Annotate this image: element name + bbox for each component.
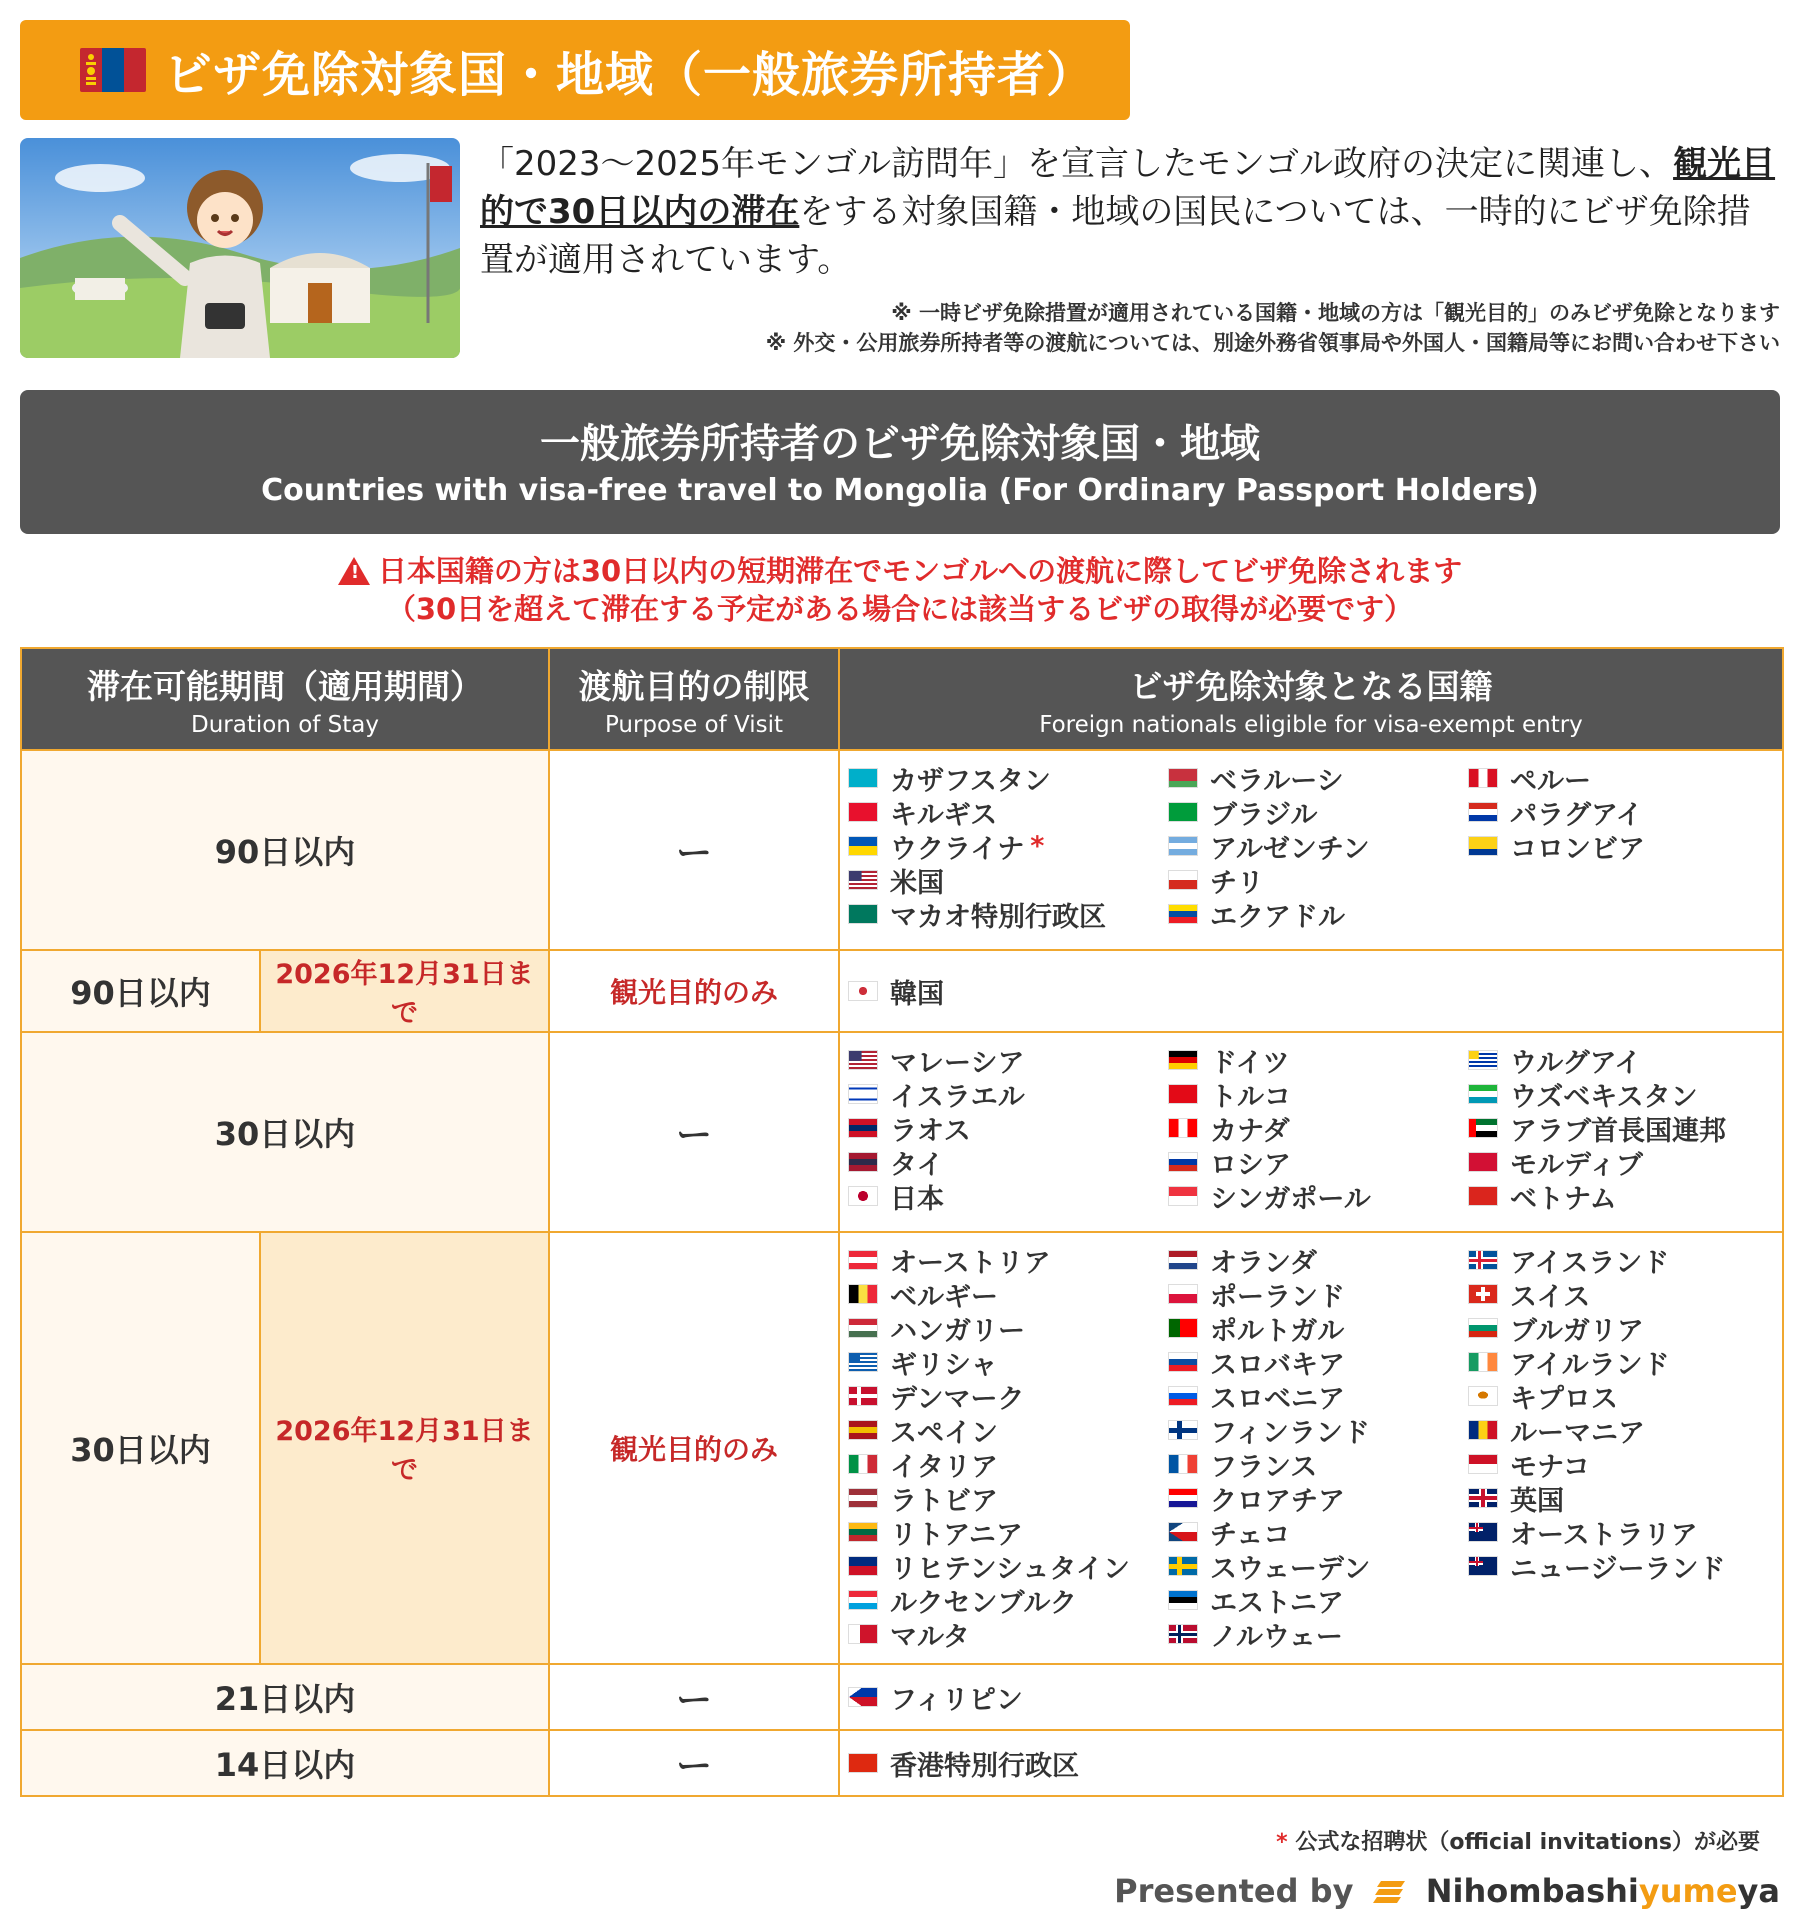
country-name: オーストリア (890, 1247, 1051, 1279)
uz-flag-icon (1468, 1084, 1498, 1104)
country-item (848, 1583, 1168, 1617)
countries-cell (839, 750, 1783, 950)
country-name: スペイン (890, 1417, 998, 1449)
country-name: コロンビア (1510, 833, 1645, 865)
country-name: ポーランド (1210, 1281, 1345, 1313)
purpose-cell: 観光目的のみ (549, 950, 839, 1032)
country-item (848, 1277, 1168, 1311)
country-item (1168, 1077, 1468, 1111)
country-item (1468, 1077, 1788, 1111)
country-name: ペルー (1510, 765, 1591, 797)
presented-by-label: Presented by (1114, 1872, 1354, 1910)
header-purpose-en: Purpose of Visit (604, 711, 784, 738)
hero-illustration (20, 138, 460, 358)
country-item (1168, 1515, 1468, 1549)
warning-line-1: 日本国籍の方は30日以内の短期滞在でモンゴルへの渡航に際してビザ免除されます (377, 554, 1463, 588)
country-name: アイスランド (1510, 1247, 1670, 1279)
country-name: タイ (890, 1149, 944, 1181)
duration-cell: 90日以内 (21, 950, 260, 1032)
country-item (1468, 1311, 1788, 1345)
country-item (1468, 1111, 1788, 1145)
table-row (21, 1664, 1783, 1730)
duration-cell: 21日以内 (21, 1664, 549, 1730)
brand-part-1: Nihombashi (1425, 1872, 1639, 1910)
brand-part-2: yume (1638, 1872, 1738, 1910)
country-name: 日本 (890, 1183, 944, 1215)
is-flag-icon (1468, 1250, 1498, 1270)
country-name: アイルランド (1510, 1349, 1670, 1381)
country-item (1468, 1345, 1788, 1379)
country-name: カザフスタン (890, 765, 1051, 797)
il-flag-icon (848, 1084, 878, 1104)
country-item (1468, 1481, 1788, 1515)
country-name: キプロス (1510, 1383, 1618, 1415)
duration-cell: 14日以内 (21, 1730, 549, 1796)
th-flag-icon (848, 1152, 878, 1172)
ca-flag-icon (1168, 1118, 1198, 1138)
ie-flag-icon (1468, 1352, 1498, 1372)
footnote-text: 公式な招聘状（official invitations）が必要 (1295, 1830, 1760, 1855)
country-item (1168, 1617, 1468, 1651)
country-name: 英国 (1510, 1485, 1564, 1517)
section-heading (20, 390, 1780, 534)
be-flag-icon (848, 1284, 878, 1304)
country-item (848, 1379, 1168, 1413)
country-name: ラオス (890, 1115, 971, 1147)
tr-flag-icon (1168, 1084, 1198, 1104)
country-name: ロシア (1210, 1149, 1291, 1181)
country-item (848, 1549, 1168, 1583)
table-row (21, 750, 1783, 950)
country-item (848, 761, 1168, 795)
country-name: デンマーク (890, 1383, 1025, 1415)
duration-cell: 30日以内 (21, 1232, 260, 1664)
country-item (848, 1447, 1168, 1481)
country-item (848, 1481, 1168, 1515)
ph-flag-icon (848, 1687, 878, 1707)
lt-flag-icon (848, 1522, 878, 1542)
country-name: ベトナム (1510, 1183, 1617, 1215)
country-name: スイス (1510, 1281, 1591, 1313)
country-name: トルコ (1210, 1081, 1291, 1113)
header-purpose (549, 648, 839, 750)
footnote (1270, 1825, 1760, 1856)
country-name: ブルガリア (1510, 1315, 1644, 1347)
country-item (848, 1243, 1168, 1277)
country-name: イスラエル (890, 1081, 1025, 1113)
country-name: ルクセンブルク (890, 1587, 1077, 1619)
table-row (21, 1730, 1783, 1796)
ec-flag-icon (1168, 904, 1198, 924)
country-name: アルゼンチン (1210, 833, 1370, 865)
purpose-cell: ー (549, 1664, 839, 1730)
country-name: ベルギー (890, 1281, 998, 1313)
mv-flag-icon (1468, 1152, 1498, 1172)
intro-text-2: をする対象国籍・地域の国民については、一時的にビザ免除措置が適用されています。 (480, 192, 1751, 280)
country-name: モルディブ (1510, 1149, 1643, 1181)
pl-flag-icon (1168, 1284, 1198, 1304)
country-item (1168, 761, 1468, 795)
country-item (1168, 1179, 1468, 1213)
country-name: クロアチア (1210, 1485, 1345, 1517)
country-name: ニュージーランド (1510, 1553, 1726, 1585)
country-item (848, 863, 1168, 897)
countries-cell (839, 1032, 1783, 1232)
ar-flag-icon (1168, 836, 1198, 856)
kz-flag-icon (848, 768, 878, 788)
ae-flag-icon (1468, 1118, 1498, 1138)
country-item (1168, 829, 1468, 863)
gr-flag-icon (848, 1352, 878, 1372)
country-name: ノルウェー (1210, 1621, 1343, 1653)
country-name: 米国 (890, 867, 944, 899)
country-item (848, 1179, 1168, 1213)
it-flag-icon (848, 1454, 878, 1474)
intro-text-1: 「2023〜2025年モンゴル訪問年」を宣言したモンゴル政府の決定に関連し、 (480, 144, 1674, 184)
header-nationals (839, 648, 1783, 750)
japan-warning (20, 552, 1780, 628)
table-row (21, 1232, 1783, 1664)
se-flag-icon (1168, 1556, 1198, 1576)
br-flag-icon (1168, 802, 1198, 822)
country-item (1168, 1311, 1468, 1345)
py-flag-icon (1468, 802, 1498, 822)
cy-flag-icon (1468, 1386, 1498, 1406)
validity-period-cell: 2026年12月31日まで (260, 1232, 549, 1664)
es-flag-icon (848, 1420, 878, 1440)
mt-flag-icon (848, 1624, 878, 1644)
mo-flag-icon (848, 904, 878, 924)
country-item (848, 1680, 1168, 1714)
co-flag-icon (1468, 836, 1498, 856)
countries-cell (839, 1232, 1783, 1664)
note-diplomatic: ※ 外交・公用旅券所持者等の渡航については、別途外務省領事局や外国人・国籍局等にお問い合わせ下さい (765, 331, 1780, 355)
country-item (848, 897, 1168, 931)
country-name: パラグアイ (1510, 799, 1643, 831)
country-item (1468, 1243, 1788, 1277)
nz-flag-icon (1468, 1556, 1498, 1576)
country-name: ラトビア (890, 1485, 998, 1517)
ee-flag-icon (1168, 1590, 1198, 1610)
note-tourism-only: ※ 一時ビザ免除措置が適用されている国籍・地域の方は「観光目的」のみビザ免除となります (891, 301, 1780, 325)
country-name: ウクライナ (890, 833, 1025, 865)
header-duration-en: Duration of Stay (190, 711, 379, 738)
sk-flag-icon (1168, 1352, 1198, 1372)
country-item (848, 1145, 1168, 1179)
duration-cell: 90日以内 (21, 750, 549, 950)
la-flag-icon (848, 1118, 878, 1138)
brand-name (1426, 1872, 1780, 1910)
header-nationals-jp: ビザ免除対象となる国籍 (1129, 666, 1493, 706)
validity-period-cell: 2026年12月31日まで (260, 950, 549, 1032)
cl-flag-icon (1168, 870, 1198, 890)
us-flag-icon (848, 870, 878, 890)
my-flag-icon (848, 1050, 878, 1070)
uy-flag-icon (1468, 1050, 1498, 1070)
country-item (1168, 1345, 1468, 1379)
header-duration-jp: 滞在可能期間（適用期間） (87, 666, 483, 706)
si-flag-icon (1168, 1386, 1198, 1406)
country-name: スウェーデン (1210, 1553, 1371, 1585)
country-name: リトアニア (890, 1519, 1023, 1551)
country-item (848, 1077, 1168, 1111)
country-item (848, 1043, 1168, 1077)
purpose-cell: ー (549, 750, 839, 950)
lv-flag-icon (848, 1488, 878, 1508)
country-name: イタリア (890, 1451, 998, 1483)
country-name: チェコ (1210, 1519, 1291, 1551)
country-name: エクアドル (1210, 901, 1345, 933)
country-name: ポルトガル (1210, 1315, 1345, 1347)
country-item (848, 1345, 1168, 1379)
hr-flag-icon (1168, 1488, 1198, 1508)
country-item (1168, 863, 1468, 897)
country-item (1468, 1549, 1788, 1583)
header-nationals-en: Foreign nationals eligible for visa-exempt entry (1039, 711, 1583, 738)
countries-cell (839, 950, 1783, 1032)
bg-flag-icon (1468, 1318, 1498, 1338)
mongolia-flag-icon (80, 48, 146, 92)
intro-paragraph (480, 140, 1780, 284)
country-item (1468, 1043, 1788, 1077)
country-name: ブラジル (1210, 799, 1318, 831)
country-item (848, 1413, 1168, 1447)
au-flag-icon (1468, 1522, 1498, 1542)
fi-flag-icon (1168, 1420, 1198, 1440)
country-item (1168, 1583, 1468, 1617)
purpose-cell: ー (549, 1730, 839, 1796)
hu-flag-icon (848, 1318, 878, 1338)
purpose-cell: 観光目的のみ (549, 1232, 839, 1664)
country-item (848, 1617, 1168, 1651)
pe-flag-icon (1468, 768, 1498, 788)
country-item (1468, 761, 1788, 795)
country-item (1168, 1043, 1468, 1077)
country-item (1168, 1549, 1468, 1583)
country-item (848, 1515, 1168, 1549)
country-name: 韓国 (890, 978, 944, 1010)
kg-flag-icon (848, 802, 878, 822)
country-item (848, 1111, 1168, 1145)
country-item (1168, 1277, 1468, 1311)
ro-flag-icon (1468, 1420, 1498, 1440)
vn-flag-icon (1468, 1186, 1498, 1206)
country-name: リヒテンシュタイン (890, 1553, 1130, 1585)
table-row (21, 950, 1783, 1032)
country-name: チリ (1210, 867, 1264, 899)
dk-flag-icon (848, 1386, 878, 1406)
gb-flag-icon (1468, 1488, 1498, 1508)
country-name: 香港特別行政区 (890, 1750, 1079, 1782)
country-name: シンガポール (1210, 1183, 1371, 1215)
country-name: ベラルーシ (1210, 765, 1344, 797)
nl-flag-icon (1168, 1250, 1198, 1270)
section-title-en: Countries with visa-free travel to Mongolia (For Ordinary Passport Holders) (261, 473, 1539, 508)
brand-part-3: ya (1737, 1872, 1780, 1910)
intro-emphasis: 観光目的で30日以内の滞在 (480, 144, 1776, 232)
country-name: アラブ首長国連邦 (1510, 1115, 1726, 1147)
hk-flag-icon (848, 1753, 878, 1773)
no-flag-icon (1168, 1624, 1198, 1644)
warning-icon: ! (338, 557, 370, 585)
table-header-row (21, 648, 1783, 750)
country-item (1468, 1413, 1788, 1447)
brand-logo-icon (1373, 1879, 1407, 1905)
country-item (1468, 1179, 1788, 1213)
header-duration (21, 648, 549, 750)
sg-flag-icon (1168, 1186, 1198, 1206)
country-name: フィンランド (1210, 1417, 1370, 1449)
country-name: ルーマニア (1510, 1417, 1645, 1449)
at-flag-icon (848, 1250, 878, 1270)
country-name: マレーシア (890, 1047, 1025, 1079)
country-name: ギリシャ (890, 1349, 998, 1381)
country-name: フランス (1210, 1451, 1318, 1483)
duration-cell: 30日以内 (21, 1032, 549, 1232)
table-row (21, 1032, 1783, 1232)
country-item (1168, 1243, 1468, 1277)
warning-line-2: （30日を超えて滞在する予定がある場合には該当するビザの取得が必要です） (386, 592, 1414, 626)
jp-flag-icon (848, 1186, 878, 1206)
country-name: ドイツ (1210, 1047, 1290, 1079)
country-item (848, 1311, 1168, 1345)
country-name: マカオ特別行政区 (890, 901, 1106, 933)
country-name: キルギス (890, 799, 998, 831)
invitation-required-marker: * (1030, 830, 1045, 862)
country-item (1168, 1447, 1468, 1481)
country-item (1468, 1379, 1788, 1413)
country-item (1168, 1413, 1468, 1447)
country-item (1468, 1515, 1788, 1549)
country-item (1468, 829, 1788, 863)
country-item (1168, 795, 1468, 829)
kr-flag-icon (848, 981, 878, 1001)
country-name: ウズベキスタン (1510, 1081, 1698, 1113)
countries-cell (839, 1664, 1783, 1730)
country-item (848, 1746, 1168, 1780)
country-item (1168, 1379, 1468, 1413)
page-title: ビザ免除対象国・地域（一般旅券所持者） (164, 46, 1096, 103)
country-name: カナダ (1210, 1115, 1290, 1147)
ua-flag-icon (848, 836, 878, 856)
country-name: エストニア (1210, 1587, 1344, 1619)
country-item (1168, 1481, 1468, 1515)
country-item (1168, 1145, 1468, 1179)
lu-flag-icon (848, 1590, 878, 1610)
cz-flag-icon (1168, 1522, 1198, 1542)
fr-flag-icon (1168, 1454, 1198, 1474)
visa-exemption-table (20, 647, 1784, 1797)
country-name: オランダ (1210, 1247, 1317, 1279)
de-flag-icon (1168, 1050, 1198, 1070)
country-name: ハンガリー (890, 1315, 1025, 1347)
country-item (1468, 1277, 1788, 1311)
li-flag-icon (848, 1556, 878, 1576)
country-item (1468, 795, 1788, 829)
pt-flag-icon (1168, 1318, 1198, 1338)
presented-by (1114, 1872, 1780, 1910)
country-name: ウルグアイ (1510, 1047, 1642, 1079)
country-name: スロベニア (1210, 1383, 1345, 1415)
ru-flag-icon (1168, 1152, 1198, 1172)
country-item (848, 974, 1168, 1008)
country-item (1168, 897, 1468, 931)
country-item (1468, 1145, 1788, 1179)
country-item (1168, 1111, 1468, 1145)
country-item (1468, 1447, 1788, 1481)
footnote-star: * (1276, 1830, 1288, 1855)
country-name: スロバキア (1210, 1349, 1345, 1381)
country-name: フィリピン (890, 1684, 1023, 1716)
countries-cell (839, 1730, 1783, 1796)
ch-flag-icon (1468, 1284, 1498, 1304)
country-item (848, 795, 1168, 829)
country-name: マルタ (890, 1621, 970, 1653)
header-purpose-jp: 渡航目的の制限 (578, 666, 810, 706)
by-flag-icon (1168, 768, 1198, 788)
country-name: オーストラリア (1510, 1519, 1698, 1551)
title-banner (20, 20, 1130, 120)
notes (766, 298, 1780, 358)
country-name: モナコ (1510, 1451, 1590, 1483)
country-item (848, 829, 1168, 863)
mc-flag-icon (1468, 1454, 1498, 1474)
purpose-cell: ー (549, 1032, 839, 1232)
section-title-jp: 一般旅券所持者のビザ免除対象国・地域 (540, 421, 1260, 467)
